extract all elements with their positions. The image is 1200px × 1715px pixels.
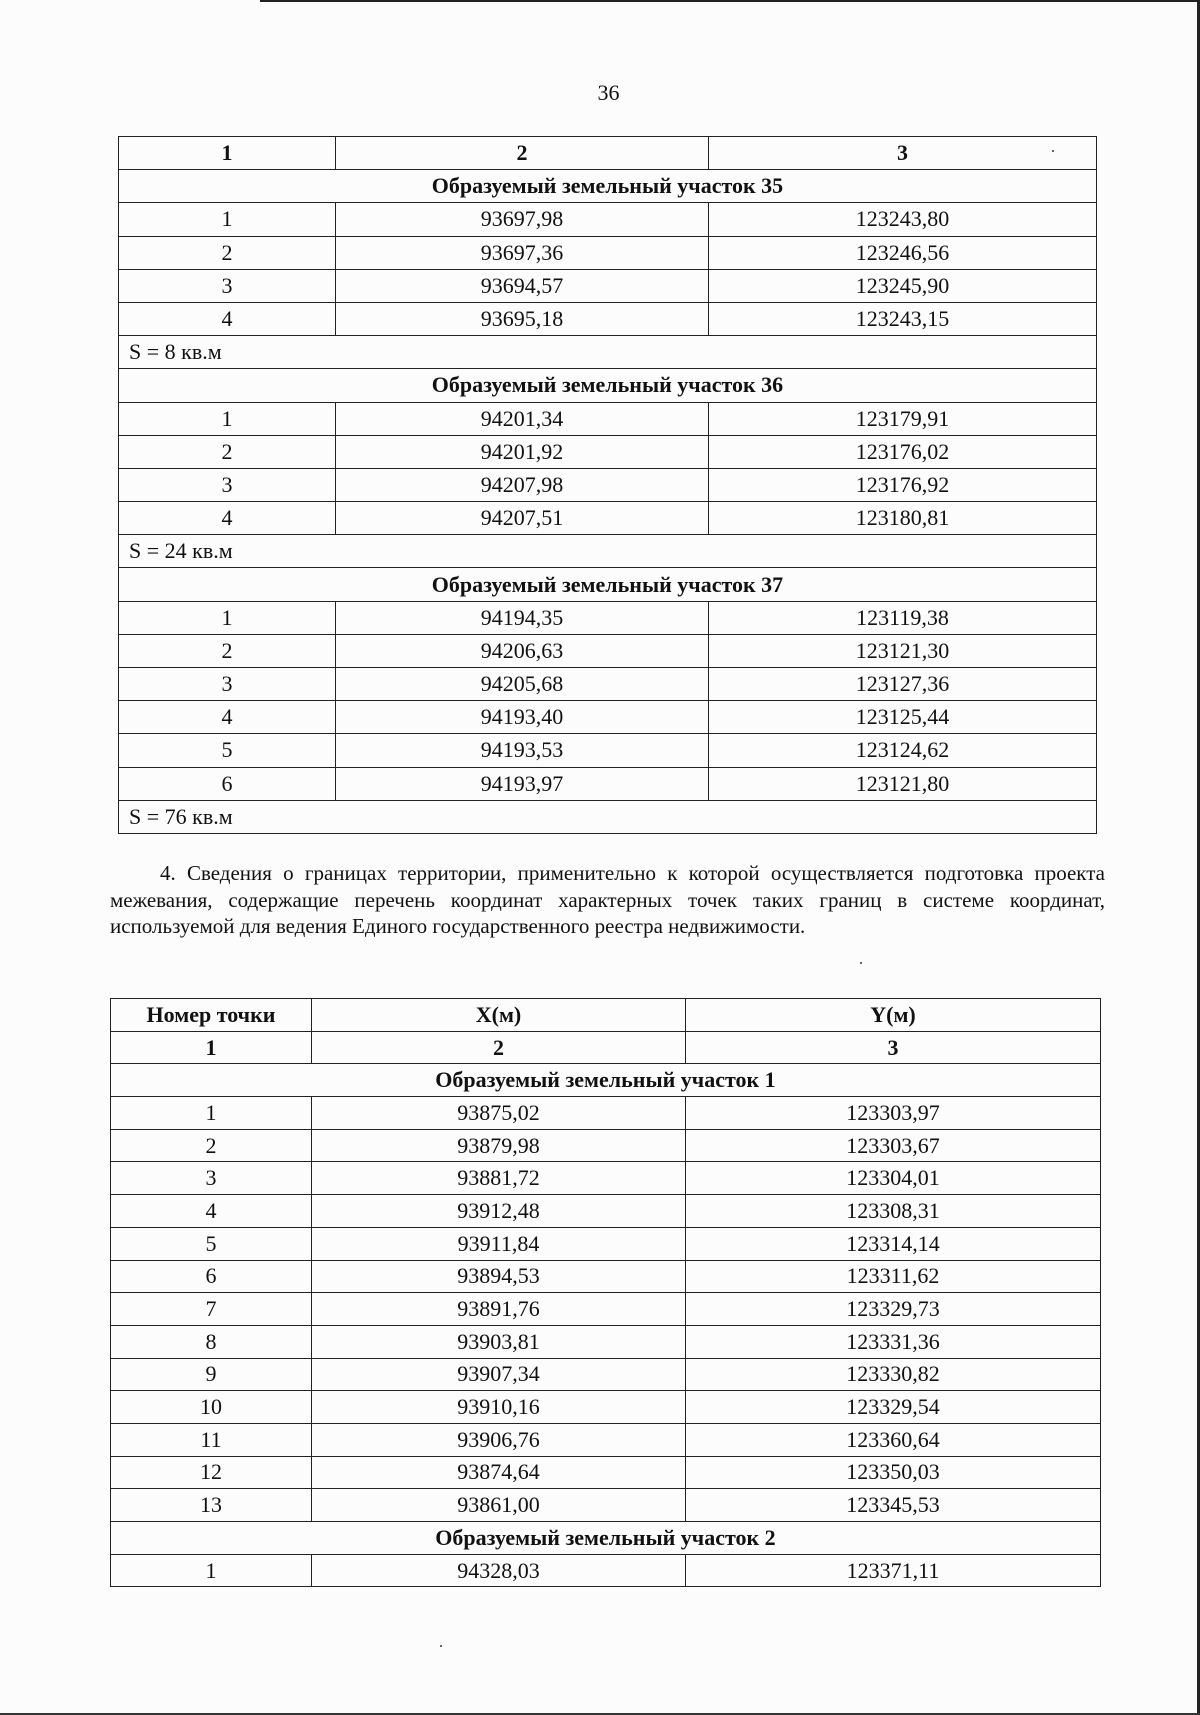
point-number-cell: 5 — [119, 734, 336, 767]
point-number-cell: 2 — [111, 1129, 312, 1162]
y-coordinate-cell: 123314,14 — [686, 1227, 1101, 1260]
table-row — [111, 1423, 1101, 1456]
column-header-cell: X(м) — [312, 999, 686, 1032]
y-coordinate-cell: 123329,73 — [686, 1293, 1101, 1326]
column-header-cell: Номер точки — [111, 999, 312, 1032]
y-coordinate-cell: 123124,62 — [709, 734, 1097, 767]
x-coordinate-cell: 93879,98 — [312, 1129, 686, 1162]
x-coordinate-cell: 94193,40 — [336, 701, 709, 734]
section-title: Образуемый земельный участок 37 — [119, 568, 1097, 601]
table-row — [119, 269, 1097, 302]
scan-border-top — [260, 0, 1200, 2]
point-number-cell: 1 — [111, 1554, 312, 1587]
x-coordinate-cell: 94207,98 — [336, 468, 709, 501]
y-coordinate-cell: 123350,03 — [686, 1456, 1101, 1489]
y-coordinate-cell: 123330,82 — [686, 1358, 1101, 1391]
table-row — [119, 701, 1097, 734]
section-title: Образуемый земельный участок 35 — [119, 170, 1097, 203]
y-coordinate-cell: 123119,38 — [709, 601, 1097, 634]
y-coordinate-cell: 123243,15 — [709, 302, 1097, 335]
x-coordinate-cell: 93907,34 — [312, 1358, 686, 1391]
scan-speck — [1052, 150, 1054, 152]
area-row — [119, 535, 1097, 568]
y-coordinate-cell: 123331,36 — [686, 1325, 1101, 1358]
x-coordinate-cell: 93903,81 — [312, 1325, 686, 1358]
point-number-cell: 8 — [111, 1325, 312, 1358]
point-number-cell: 5 — [111, 1227, 312, 1260]
point-number-cell: 11 — [111, 1423, 312, 1456]
y-coordinate-cell: 123329,54 — [686, 1391, 1101, 1424]
table-row — [111, 1391, 1101, 1424]
table-row — [119, 634, 1097, 667]
point-number-cell: 4 — [119, 701, 336, 734]
y-coordinate-cell: 123311,62 — [686, 1260, 1101, 1293]
x-coordinate-cell: 94194,35 — [336, 601, 709, 634]
table-row — [119, 734, 1097, 767]
y-coordinate-cell: 123121,30 — [709, 634, 1097, 667]
section-title-row — [111, 1064, 1101, 1097]
table-row — [111, 1489, 1101, 1522]
x-coordinate-cell: 93861,00 — [312, 1489, 686, 1522]
y-coordinate-cell: 123304,01 — [686, 1162, 1101, 1195]
coordinates-table-top — [118, 136, 1097, 834]
column-number-row — [111, 1031, 1101, 1064]
point-number-cell: 1 — [111, 1097, 312, 1130]
y-coordinate-cell: 123246,56 — [709, 236, 1097, 269]
x-coordinate-cell: 94328,03 — [312, 1554, 686, 1587]
x-coordinate-cell: 93697,98 — [336, 203, 709, 236]
column-number-row — [119, 137, 1097, 170]
point-number-cell: 2 — [119, 236, 336, 269]
x-coordinate-cell: 93910,16 — [312, 1391, 686, 1424]
section-title-row — [119, 568, 1097, 601]
y-coordinate-cell: 123176,92 — [709, 468, 1097, 501]
x-coordinate-cell: 94201,34 — [336, 402, 709, 435]
table-row — [119, 236, 1097, 269]
x-coordinate-cell: 93891,76 — [312, 1293, 686, 1326]
table-row — [111, 1097, 1101, 1130]
point-number-cell: 3 — [111, 1162, 312, 1195]
table-row — [111, 1293, 1101, 1326]
column-number-cell: 3 — [686, 1031, 1101, 1064]
x-coordinate-cell: 93874,64 — [312, 1456, 686, 1489]
table-row — [111, 1358, 1101, 1391]
y-coordinate-cell: 123308,31 — [686, 1195, 1101, 1228]
y-coordinate-cell: 123176,02 — [709, 435, 1097, 468]
table-row — [111, 1260, 1101, 1293]
y-coordinate-cell: 123371,11 — [686, 1554, 1101, 1587]
point-number-cell: 1 — [119, 203, 336, 236]
section-title-row — [111, 1522, 1101, 1555]
page-number: 36 — [597, 80, 620, 105]
x-coordinate-cell: 93875,02 — [312, 1097, 686, 1130]
y-coordinate-cell: 123360,64 — [686, 1423, 1101, 1456]
section-4-paragraph: 4. Сведения о границах территории, применительно к которой осуществляется подготовка проекта межевания, содержащие перечень координат характерных точек таких границ в системе координат, используемой для ведения Единого государственного реестра недвижимости. — [110, 861, 1105, 938]
point-number-cell: 6 — [119, 767, 336, 800]
area-cell: S = 24 кв.м — [119, 535, 1097, 568]
point-number-cell: 4 — [119, 302, 336, 335]
x-coordinate-cell: 94193,97 — [336, 767, 709, 800]
table-row — [119, 203, 1097, 236]
point-number-cell: 2 — [119, 435, 336, 468]
y-coordinate-cell: 123127,36 — [709, 668, 1097, 701]
section-title-row — [119, 369, 1097, 402]
column-header-row — [111, 999, 1101, 1032]
x-coordinate-cell: 93695,18 — [336, 302, 709, 335]
y-coordinate-cell: 123121,80 — [709, 767, 1097, 800]
table-row — [111, 1227, 1101, 1260]
y-coordinate-cell: 123125,44 — [709, 701, 1097, 734]
x-coordinate-cell: 93911,84 — [312, 1227, 686, 1260]
scan-speck — [860, 962, 862, 964]
x-coordinate-cell: 94193,53 — [336, 734, 709, 767]
column-number-cell: 1 — [119, 137, 336, 170]
table-row — [111, 1129, 1101, 1162]
scan-speck — [440, 1645, 442, 1647]
section-title: Образуемый земельный участок 1 — [111, 1064, 1101, 1097]
y-coordinate-cell: 123243,80 — [709, 203, 1097, 236]
point-number-cell: 1 — [119, 402, 336, 435]
table-row — [111, 1195, 1101, 1228]
area-row — [119, 336, 1097, 369]
point-number-cell: 3 — [119, 269, 336, 302]
point-number-cell: 12 — [111, 1456, 312, 1489]
table-row — [119, 767, 1097, 800]
table-row — [111, 1325, 1101, 1358]
table-row — [111, 1162, 1101, 1195]
point-number-cell: 9 — [111, 1358, 312, 1391]
section-title: Образуемый земельный участок 36 — [119, 369, 1097, 402]
point-number-cell: 7 — [111, 1293, 312, 1326]
point-number-cell: 13 — [111, 1489, 312, 1522]
x-coordinate-cell: 93694,57 — [336, 269, 709, 302]
y-coordinate-cell: 123303,97 — [686, 1097, 1101, 1130]
point-number-cell: 1 — [119, 601, 336, 634]
y-coordinate-cell: 123345,53 — [686, 1489, 1101, 1522]
x-coordinate-cell: 93697,36 — [336, 236, 709, 269]
point-number-cell: 4 — [111, 1195, 312, 1228]
column-number-cell: 2 — [336, 137, 709, 170]
point-number-cell: 4 — [119, 502, 336, 535]
point-number-cell: 2 — [119, 634, 336, 667]
y-coordinate-cell: 123303,67 — [686, 1129, 1101, 1162]
point-number-cell: 3 — [119, 668, 336, 701]
point-number-cell: 3 — [119, 468, 336, 501]
y-coordinate-cell: 123245,90 — [709, 269, 1097, 302]
x-coordinate-cell: 94206,63 — [336, 634, 709, 667]
column-number-cell: 1 — [111, 1031, 312, 1064]
table-row — [119, 502, 1097, 535]
table-row — [119, 402, 1097, 435]
x-coordinate-cell: 93906,76 — [312, 1423, 686, 1456]
table-row — [119, 468, 1097, 501]
table-row — [119, 668, 1097, 701]
y-coordinate-cell: 123179,91 — [709, 402, 1097, 435]
table-row — [119, 302, 1097, 335]
area-cell: S = 8 кв.м — [119, 336, 1097, 369]
section-title: Образуемый земельный участок 2 — [111, 1522, 1101, 1555]
section-title-row — [119, 170, 1097, 203]
y-coordinate-cell: 123180,81 — [709, 502, 1097, 535]
table-row — [119, 601, 1097, 634]
x-coordinate-cell: 94207,51 — [336, 502, 709, 535]
table-row — [111, 1456, 1101, 1489]
coordinates-table-bottom — [110, 998, 1101, 1587]
x-coordinate-cell: 93894,53 — [312, 1260, 686, 1293]
x-coordinate-cell: 94201,92 — [336, 435, 709, 468]
x-coordinate-cell: 93881,72 — [312, 1162, 686, 1195]
table-row — [119, 435, 1097, 468]
area-row — [119, 800, 1097, 833]
point-number-cell: 10 — [111, 1391, 312, 1424]
table-row — [111, 1554, 1101, 1587]
column-header-cell: Y(м) — [686, 999, 1101, 1032]
area-cell: S = 76 кв.м — [119, 800, 1097, 833]
column-number-cell: 2 — [312, 1031, 686, 1064]
x-coordinate-cell: 94205,68 — [336, 668, 709, 701]
x-coordinate-cell: 93912,48 — [312, 1195, 686, 1228]
point-number-cell: 6 — [111, 1260, 312, 1293]
column-number-cell: 3 — [709, 137, 1097, 170]
